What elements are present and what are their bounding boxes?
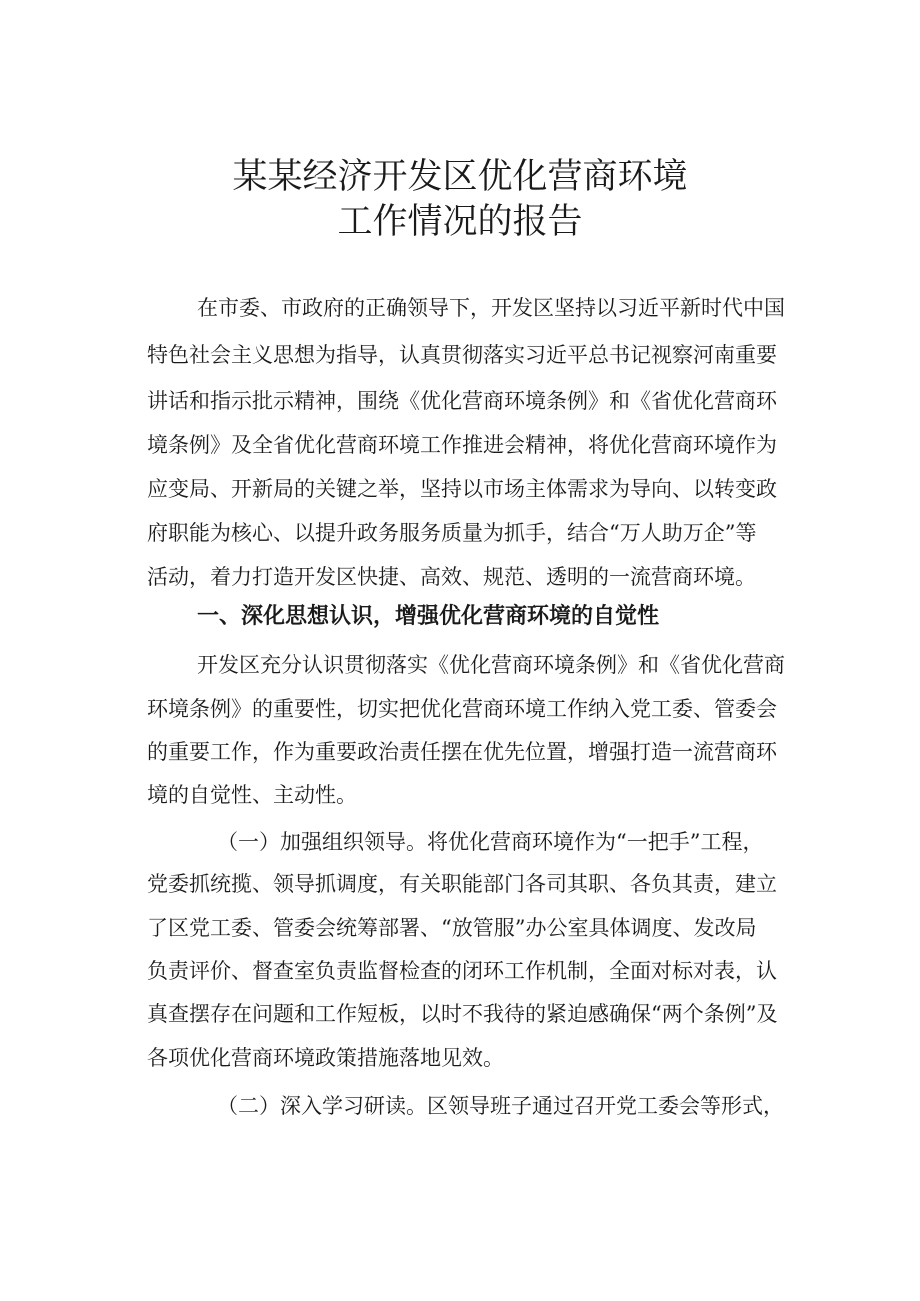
item-line: 真查摆存在问题和工作短板，以时不我待的紧迫感确保“两个条例”及 bbox=[147, 1002, 778, 1026]
intro-line: 境条例》及全省优化营商环境工作推进会精神，将优化营商环境作为 bbox=[147, 433, 777, 457]
section-line: 的重要工作，作为重要政治责任摆在优先位置，增强打造一流营商环 bbox=[147, 740, 777, 764]
intro-line: 活动，着力打造开发区快捷、高效、规范、透明的一流营商环境。 bbox=[147, 565, 756, 589]
intro-line: 特色社会主义思想为指导，认真贯彻落实习近平总书记视察河南重要 bbox=[147, 343, 777, 367]
section-line: 环境条例》的重要性，切实把优化营商环境工作纳入党工委、管委会 bbox=[147, 697, 777, 721]
section-line: 开发区充分认识贯彻落实《优化营商环境条例》和《省优化营商 bbox=[197, 653, 785, 677]
section-line: 境的自觉性、主动性。 bbox=[147, 783, 357, 807]
item-line: （二）深入学习研读。区领导班子通过召开党工委会等形式， bbox=[217, 1094, 784, 1118]
section-heading: 一、深化思想认识，增强优化营商环境的自觉性 bbox=[197, 604, 660, 629]
item-line: 党委抓统揽、领导抓调度，有关职能部门各司其职、各负其责，建立 bbox=[147, 872, 777, 896]
intro-line: 应变局、开新局的关键之举，坚持以市场主体需求为导向、以转变政 bbox=[147, 477, 777, 501]
document-title-line-2: 工作情况的报告 bbox=[337, 202, 583, 242]
item-line: 了区党工委、管委会统筹部署、“放管服”办公室具体调度、发改局 bbox=[147, 916, 757, 940]
document-title-line-1: 某某经济开发区优化营商环境 bbox=[232, 157, 688, 197]
intro-line: 讲话和指示批示精神，围绕《优化营商环境条例》和《省优化营商环 bbox=[147, 389, 777, 413]
intro-line: 府职能为核心、以提升政务服务质量为抓手，结合“万人助万企”等 bbox=[147, 521, 757, 545]
item-line: （一）加强组织领导。将优化营商环境作为“一把手”工程， bbox=[217, 830, 764, 854]
item-line: 各项优化营商环境政策措施落地见效。 bbox=[147, 1046, 504, 1070]
intro-line: 在市委、市政府的正确领导下，开发区坚持以习近平新时代中国 bbox=[197, 296, 785, 320]
item-line: 负责评价、督查室负责监督检查的闭环工作机制，全面对标对表，认 bbox=[147, 959, 777, 983]
